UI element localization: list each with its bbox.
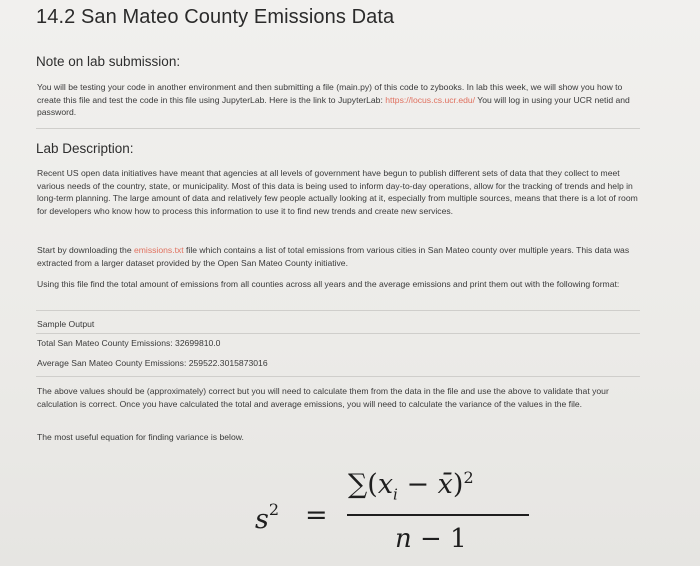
divider xyxy=(36,376,640,377)
divider xyxy=(36,310,640,311)
lab-paragraph-3: Using this file find the total amount of emissions from all counties across all years and the average emissions and print them out with the following format: xyxy=(37,279,620,289)
note-text-after-link: You will log in using your UCR netid and password. xyxy=(37,94,630,118)
p2-after-link: file which contains a list of total emissions from various cities in San Mateo county over multiple years. This data was extracted from a larger dataset provided by the Open San Mateo County initiative. xyxy=(37,245,630,268)
formula-fraction-bar xyxy=(347,514,529,516)
p2-before-link: Start by downloading the xyxy=(37,245,134,255)
sample-output-line-1: Total San Mateo County Emissions: 32699810.0 xyxy=(37,338,221,348)
lab-paragraph-1: Recent US open data initiatives have meant that agencies at all levels of government have begun to publish different sets of data that they collect to meet various needs of the country, state, or municipality. Most of this data is being used to inform day-to-day operations, allow for the tracking of trends and help in long-term planning. The large amount of data and relatively few people actually looking at it, especially from multiple sources, means that there is a lot of room for developers who know how to process this information to use it to find new trends and create new services. xyxy=(37,168,638,216)
note-paragraph xyxy=(37,81,647,119)
lab-description-heading: Lab Description: xyxy=(36,141,134,156)
note-text-before-link: You will be testing your code in another environment and then submitting a file (main.py) of this code to zybooks. In lab this week, we will show you how to create this file and test the code in this file using JupyterLab. Here is the link to JupyterLab: xyxy=(37,82,623,105)
formula-numerator: $\sum(x_i$ − x̄)$^2$ xyxy=(348,468,474,504)
lab-paragraph-2 xyxy=(37,244,647,269)
variance-formula xyxy=(255,468,555,566)
formula-equals: = xyxy=(305,500,328,531)
note-heading: Note on lab submission: xyxy=(36,54,181,69)
formula-denominator: n − 1 xyxy=(395,524,467,554)
divider xyxy=(36,333,640,334)
sample-output-label: Sample Output xyxy=(37,319,95,329)
jupyterlab-link[interactable]: https://locus.cs.ucr.edu/ xyxy=(385,94,476,105)
emissions-file-link[interactable]: emissions.txt xyxy=(133,245,184,255)
variance-paragraph: The above values should be (approximately) correct but you will need to calculate them from the data in the file and use the above to validate that your calculation is correct. Once you have calculated the total and average emissions, you will need to calculate the variance of the values in the file. xyxy=(37,386,609,409)
formula-lhs: $s^2$ xyxy=(255,500,280,535)
sample-output-line-2: Average San Mateo County Emissions: 259522.3015873016 xyxy=(37,358,268,368)
variance-intro: The most useful equation for finding variance is below. xyxy=(37,432,244,442)
divider xyxy=(36,128,640,129)
page-title: 14.2 San Mateo County Emissions Data xyxy=(36,6,395,28)
